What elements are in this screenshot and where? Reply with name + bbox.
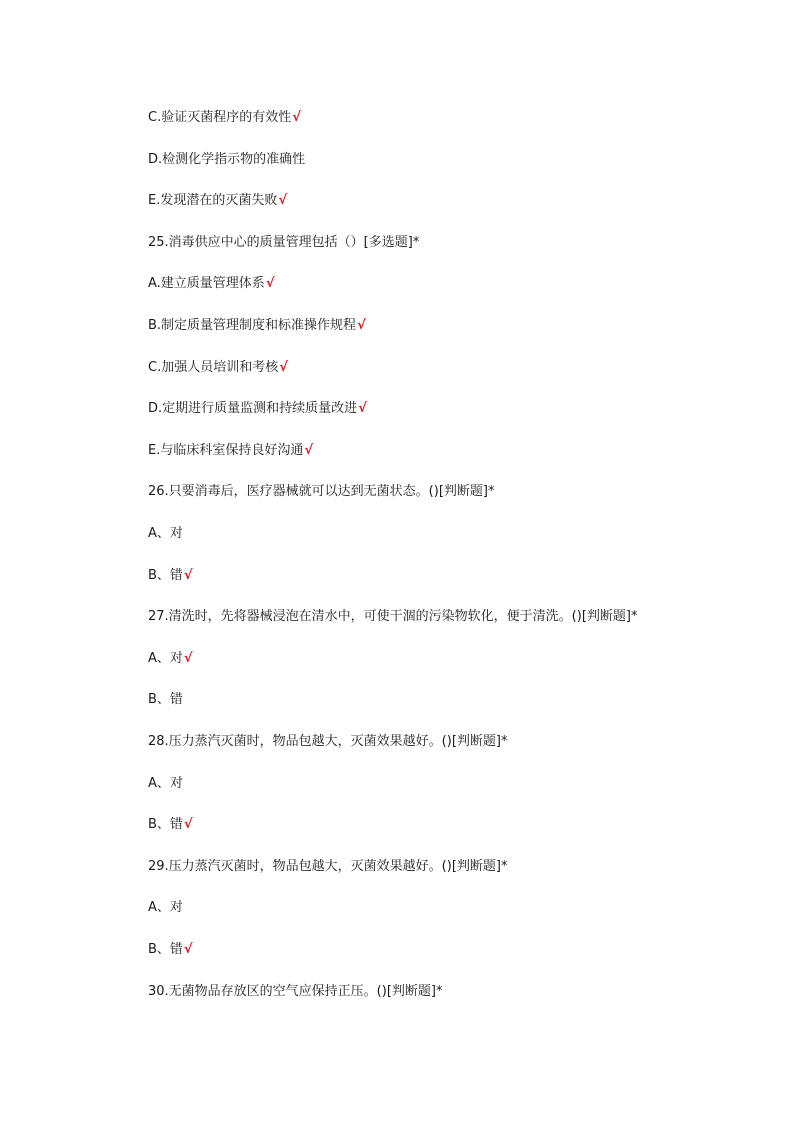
line-text: B、错 — [148, 942, 183, 957]
answer-line — [148, 567, 193, 585]
answer-line — [148, 650, 193, 668]
line-text: B、错 — [148, 817, 183, 832]
answer-line — [148, 899, 183, 917]
line-text: C.验证灭菌程序的有效性 — [148, 110, 292, 125]
answer-line — [148, 525, 183, 543]
answer-line — [148, 400, 367, 418]
line-text: E.发现潜在的灭菌失败 — [148, 193, 278, 208]
answer-line — [148, 359, 288, 377]
check-mark: √ — [358, 401, 367, 416]
line-text: C.加强人员培训和考核 — [148, 360, 279, 375]
line-text: A、对 — [148, 900, 183, 915]
question-text: 25.消毒供应中心的质量管理包括（）[多选题]* — [148, 235, 420, 250]
line-text: A、对 — [148, 526, 183, 541]
answer-line — [148, 816, 193, 834]
line-text: D.检测化学指示物的准确性 — [148, 152, 306, 167]
question-text: 26.只要消毒后，医疗器械就可以达到无菌状态。()[判断题]* — [148, 484, 495, 499]
question-line — [148, 608, 637, 626]
line-text: A、对 — [148, 776, 183, 791]
check-mark: √ — [292, 110, 301, 125]
line-text: B、错 — [148, 568, 183, 583]
question-text: 29.压力蒸汽灭菌时，物品包越大，灭菌效果越好。()[判断题]* — [148, 859, 508, 874]
question-text: 30.无菌物品存放区的空气应保持正压。()[判断题]* — [148, 984, 443, 999]
answer-line — [148, 192, 287, 210]
check-mark: √ — [304, 443, 314, 458]
answer-line — [148, 275, 274, 293]
answer-line — [148, 691, 183, 709]
check-mark: √ — [265, 276, 275, 291]
check-mark: √ — [183, 817, 193, 832]
check-mark: √ — [279, 360, 288, 375]
answer-line — [148, 775, 183, 793]
line-text: A.建立质量管理体系 — [148, 276, 265, 291]
check-mark: √ — [357, 318, 366, 333]
line-text: B.制定质量管理制度和标准操作规程 — [148, 318, 357, 333]
line-text: B、错 — [148, 692, 183, 707]
answer-line — [148, 317, 366, 335]
answer-line — [148, 941, 193, 959]
answer-line — [148, 109, 301, 127]
question-text: 28.压力蒸汽灭菌时，物品包越大，灭菌效果越好。()[判断题]* — [148, 734, 508, 749]
answer-line — [148, 442, 313, 460]
line-text: E.与临床科室保持良好沟通 — [148, 443, 304, 458]
question-line — [148, 983, 442, 1001]
question-text: 27.清洗时，先将器械浸泡在清水中，可使干涸的污染物软化，便于清洗。()[判断题]* — [148, 609, 638, 624]
check-mark: √ — [183, 651, 193, 666]
answer-line — [148, 151, 305, 169]
question-line — [148, 858, 507, 876]
check-mark: √ — [183, 942, 193, 957]
question-line — [148, 234, 419, 252]
line-text: A、对 — [148, 651, 183, 666]
question-line — [148, 483, 494, 501]
check-mark: √ — [278, 193, 288, 208]
question-line — [148, 733, 507, 751]
check-mark: √ — [183, 568, 193, 583]
line-text: D.定期进行质量监测和持续质量改进 — [148, 401, 358, 416]
